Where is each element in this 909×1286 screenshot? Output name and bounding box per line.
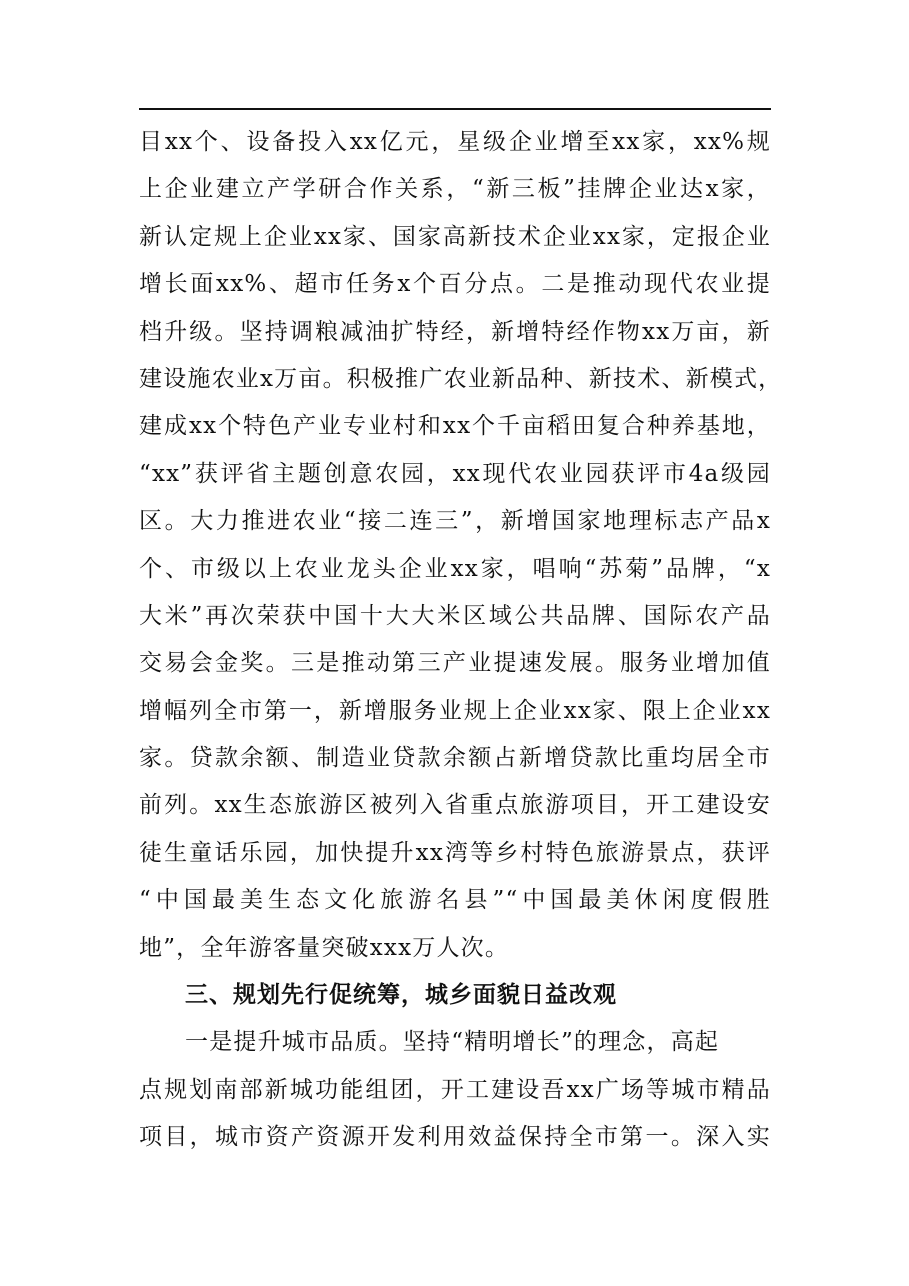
- text-line: 交易会金奖。三是推动第三产业提速发展。服务业增加值: [139, 650, 771, 677]
- text-line: 前列。xx生态旅游区被列入省重点旅游项目，开工建设安: [139, 792, 771, 819]
- text-line: 增长面xx%、超市任务x个百分点。二是推动现代农业提: [139, 271, 771, 298]
- text-line: 新认定规上企业xx家、国家高新技术企业xx家，定报企业: [139, 223, 771, 250]
- text-line: 项目，城市资产资源开发利用效益保持全市第一。深入实: [139, 1124, 771, 1151]
- text-line: 增幅列全市第一，新增服务业规上企业xx家、限上企业xx: [139, 697, 771, 724]
- text-line: 档升级。坚持调粮减油扩特经，新增特经作物xx万亩，新: [139, 318, 771, 345]
- text-line: 区。大力推进农业“接二连三”，新增国家地理标志产品x: [139, 508, 771, 535]
- text-line: 个、市级以上农业龙头企业xx家，唱响“苏菊”品牌，“x: [139, 555, 771, 582]
- text-line: 点规划南部新城功能组团，开工建设吾xx广场等城市精品: [139, 1076, 771, 1103]
- header-rule: [139, 108, 771, 110]
- text-line: “中国最美生态文化旅游名县”“中国最美休闲度假胜: [139, 887, 771, 914]
- text-line: 家。贷款余额、制造业贷款余额占新增贷款比重均居全市: [139, 745, 771, 772]
- text-line: 地”，全年游客量突破xxx万人次。: [139, 934, 510, 961]
- section-heading: 三、规划先行促统筹，城乡面貌日益改观: [185, 982, 617, 1009]
- text-line: 上企业建立产学研合作关系，“新三板”挂牌企业达x家，: [139, 176, 771, 203]
- text-line: 建成xx个特色产业专业村和xx个千亩稻田复合种养基地，: [139, 413, 771, 440]
- text-line: 目xx个、设备投入xx亿元，星级企业增至xx家，xx%规: [139, 129, 771, 155]
- body-text: [139, 119, 783, 1162]
- text-line: 建设施农业x万亩。积极推广农业新品种、新技术、新模式，: [139, 365, 783, 392]
- text-line: “xx”获评省主题创意农园，xx现代农业园获评市4a级园: [139, 460, 771, 487]
- text-line: 大米”再次荣获中国十大大米区域公共品牌、国际农产品: [139, 602, 771, 629]
- text-line: 徒生童话乐园，加快提升xx湾等乡村特色旅游景点，获评: [139, 839, 771, 866]
- text-line: 一是提升城市品质。坚持“精明增长”的理念，高起: [185, 1029, 720, 1056]
